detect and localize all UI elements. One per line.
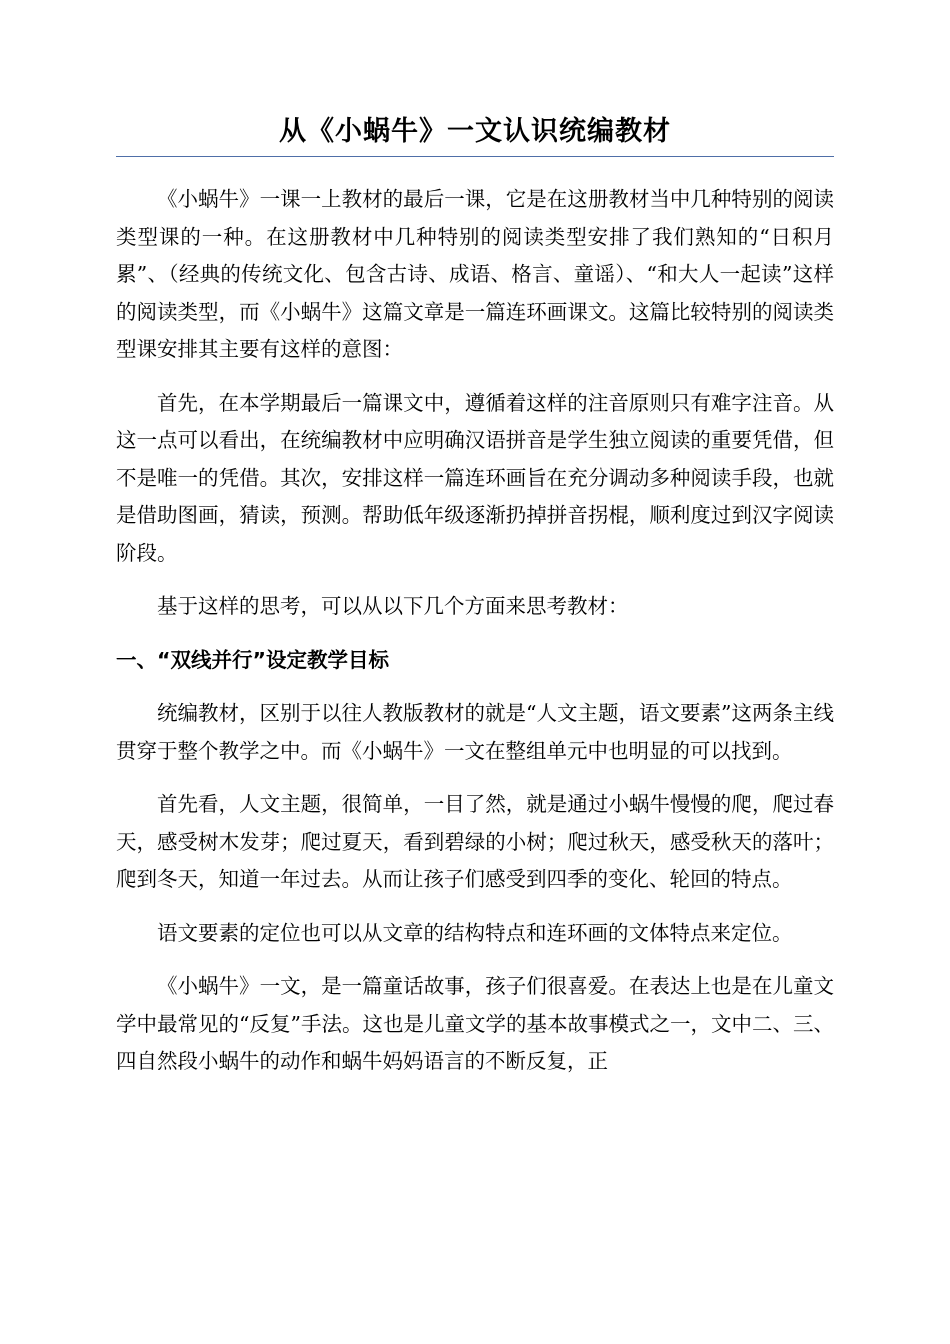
section-heading-1: 一、“双线并行”设定教学目标 bbox=[116, 647, 389, 672]
document-title: 从《小蜗牛》一文认识统编教材 bbox=[116, 110, 834, 157]
body-paragraph-3: 基于这样的思考，可以从以下几个方面来思考教材： bbox=[157, 594, 629, 618]
section-paragraph-1: 统编教材，区别于以往人教版教材的就是“人文主题，语文要素”这两条主线贯穿于整个教学之中。而《小蜗牛》一文在整组单元中也明显的可以找到。 bbox=[116, 701, 834, 763]
section-paragraph-2: 首先看，人文主题，很简单，一目了然，就是通过小蜗牛慢慢的爬，爬过春天，感受树木发芽；爬过夏天，看到碧绿的小树；爬过秋天，感受秋天的落叶；爬到冬天，知道一年过去。从而让孩子们感受到四季的变化、轮回的特点。 bbox=[116, 792, 834, 891]
section-paragraph-4: 《小蜗牛》一文，是一篇童话故事，孩子们很喜爱。在表达上也是在儿童文学中最常见的“反复”手法。这也是儿童文学的基本故事模式之一，文中二、三、四自然段小蜗牛的动作和蜗牛妈妈语言的不断反复，正 bbox=[116, 974, 834, 1073]
body-paragraph-1: 《小蜗牛》一课一上教材的最后一课，它是在这册教材当中几种特别的阅读类型课的一种。在这册教材中几种特别的阅读类型安排了我们熟知的“日积月累”、（经典的传统文化、包含古诗、成语、格言、童谣）、“和大人一起读”这样的阅读类型，而《小蜗牛》这篇文章是一篇连环画课文。这篇比较特别的阅读类型课安排其主要有这样的意图： bbox=[116, 187, 834, 361]
section-paragraph-3: 语文要素的定位也可以从文章的结构特点和连环画的文体特点来定位。 bbox=[157, 920, 793, 945]
document-page bbox=[116, 110, 834, 1081]
body-paragraph-2: 首先，在本学期最后一篇课文中，遵循着这样的注音原则只有难字注音。从这一点可以看出，在统编教材中应明确汉语拼音是学生独立阅读的重要凭借，但不是唯一的凭借。其次，安排这样一篇连环画旨在充分调动多种阅读手段，也就是借助图画，猜读，预测。帮助低年级逐渐扔掉拼音拐棍，顺利度过到汉字阅读阶段。 bbox=[116, 390, 834, 565]
